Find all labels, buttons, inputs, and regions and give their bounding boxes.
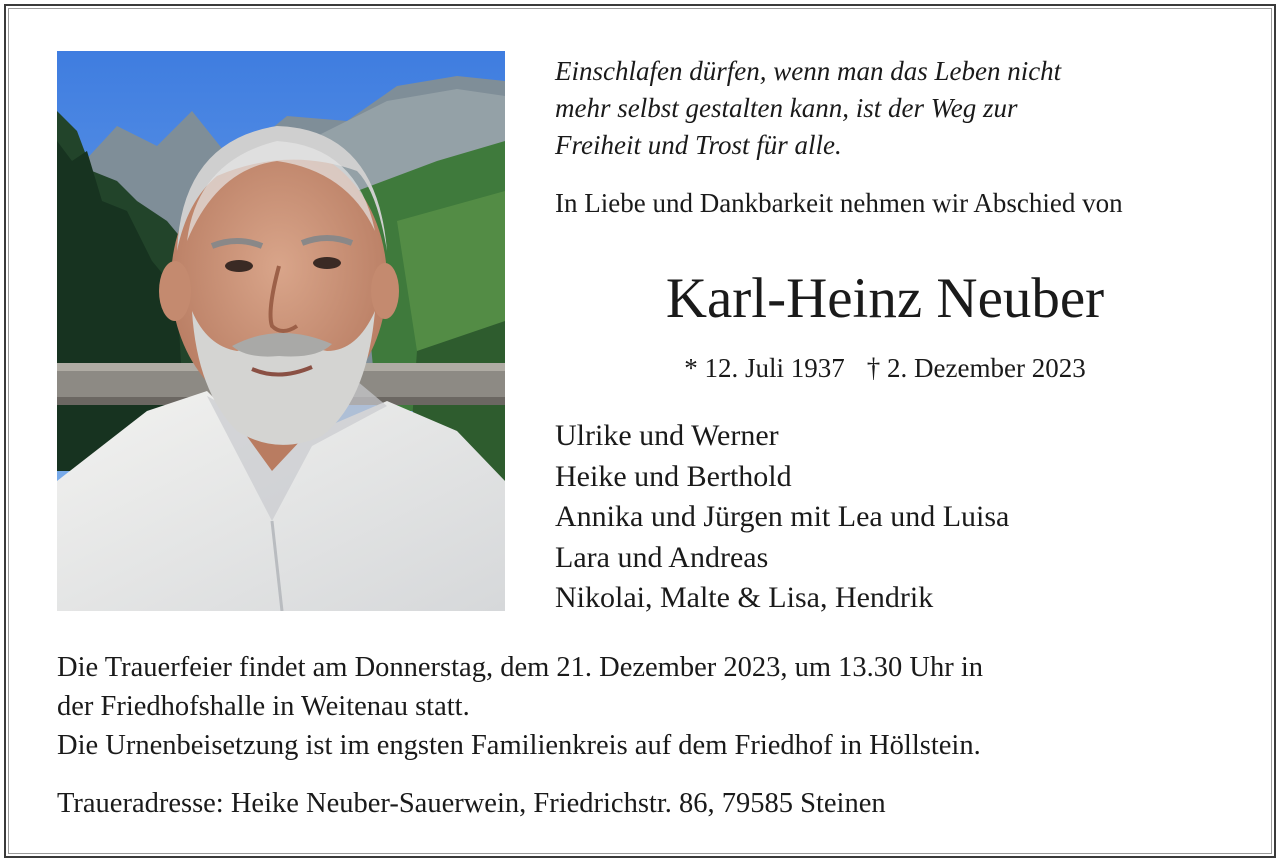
portrait-photo-icon — [57, 51, 505, 611]
service-line: der Friedhofshalle in Weitenau statt. — [57, 691, 470, 722]
portrait-photo — [57, 51, 505, 611]
motto-line: Freiheit und Trost für alle. — [555, 130, 842, 160]
mourning-address: Traueradresse: Heike Neuber-Sauerwein, Friedrichstr. 86, 79585 Steinen — [57, 788, 886, 819]
farewell-intro: In Liebe und Dankbarkeit nehmen wir Abschied von — [555, 188, 1123, 218]
birth-date: * 12. Juli 1937 — [684, 353, 845, 383]
death-date: † 2. Dezember 2023 — [866, 353, 1086, 383]
deceased-name: Karl-Heinz Neuber — [665, 267, 1105, 330]
mourner-entry: Heike und Berthold — [555, 459, 792, 493]
motto-quote — [555, 53, 1255, 164]
mourner-entry: Annika und Jürgen mit Lea und Luisa — [555, 500, 1010, 533]
mourner-entry: Ulrike und Werner — [555, 419, 779, 452]
mourner-entry: Nikolai, Malte & Lisa, Hendrik — [555, 581, 934, 614]
motto-line: mehr selbst gestalten kann, ist der Weg zur — [555, 93, 1018, 123]
funeral-service-info — [57, 648, 1257, 765]
motto-line: Einschlafen dürfen, wenn man das Leben nicht — [555, 56, 1062, 86]
service-line: Die Trauerfeier findet am Donnerstag, dem 21. Dezember 2023, um 13.30 Uhr in — [57, 652, 984, 683]
mourners-list — [555, 416, 1009, 619]
mourner-entry: Lara und Andreas — [555, 540, 769, 574]
service-line: Die Urnenbeisetzung ist im engsten Familienkreis auf dem Friedhof in Höllstein. — [57, 730, 981, 761]
life-dates — [555, 351, 1215, 385]
obituary-card — [4, 4, 1276, 858]
